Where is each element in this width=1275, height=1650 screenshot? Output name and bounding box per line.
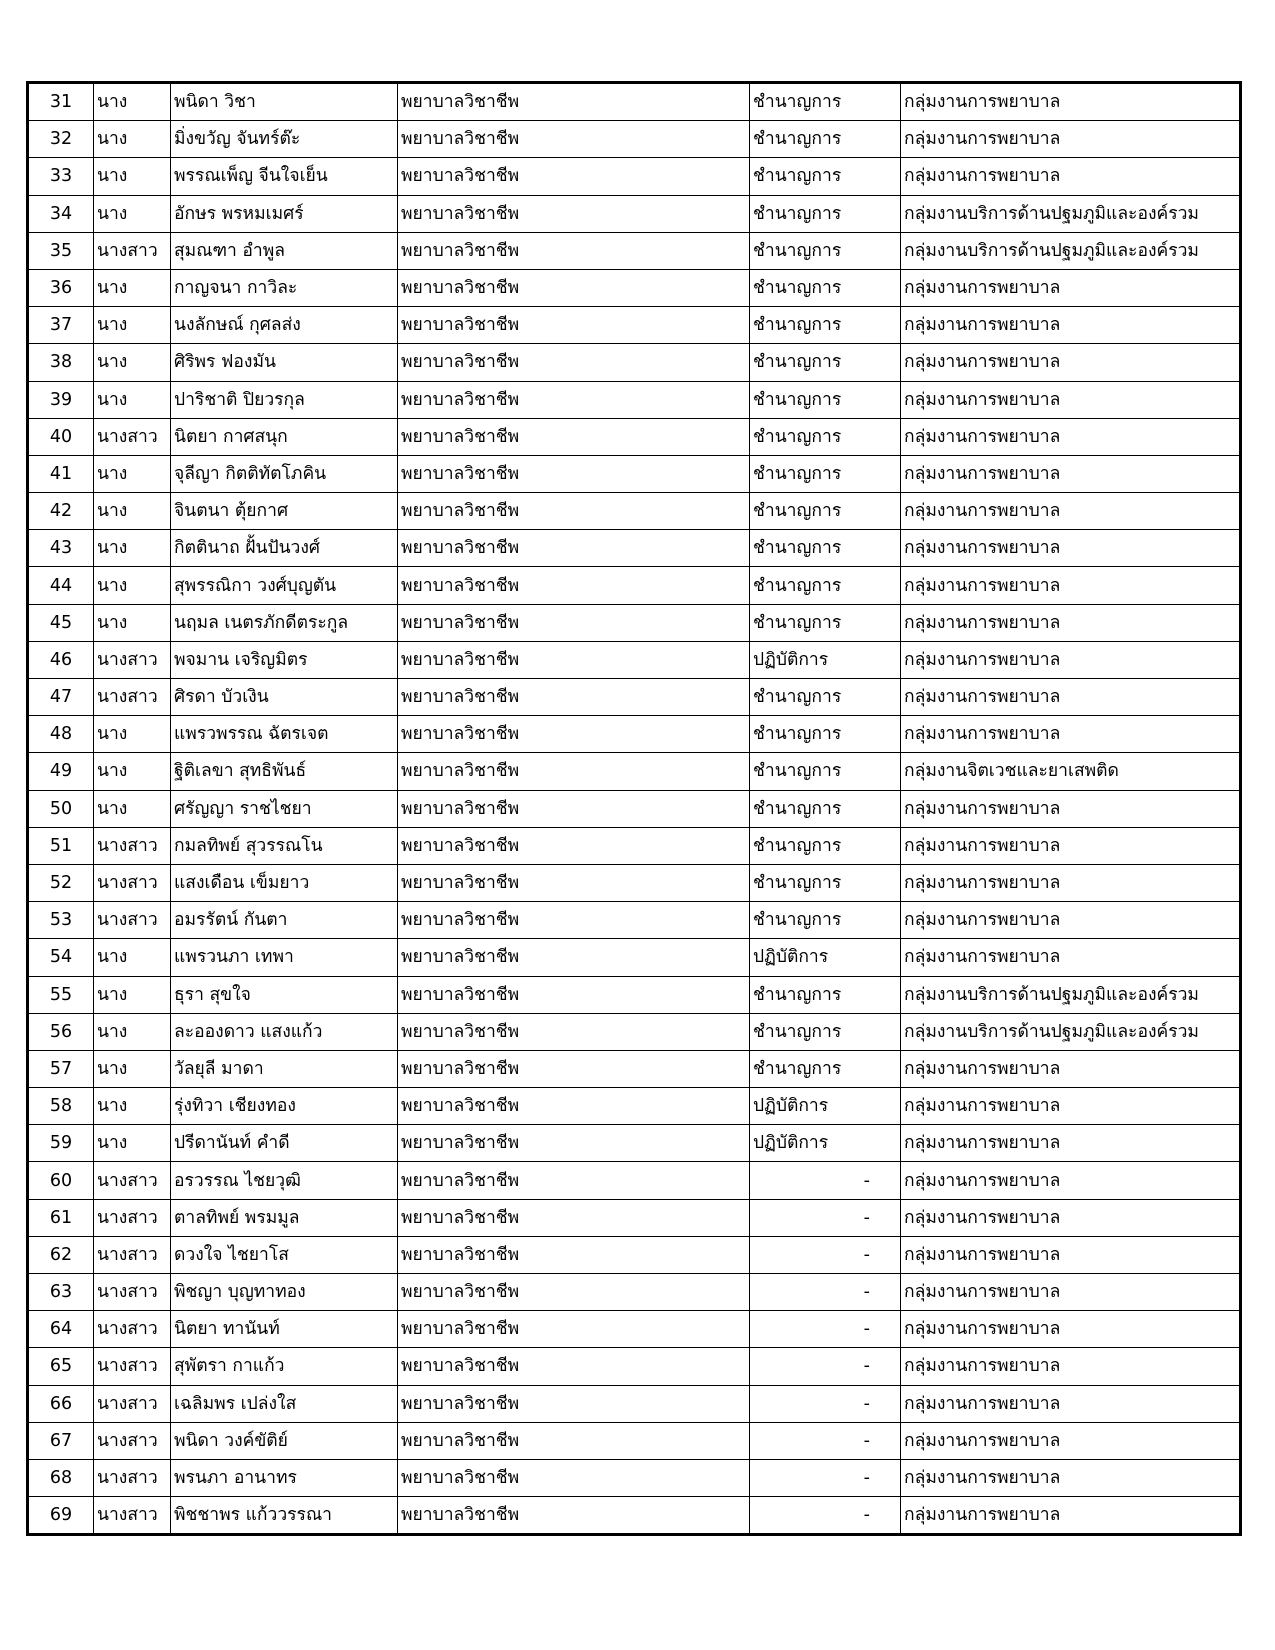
row-number-cell: 60	[28, 1162, 94, 1199]
title-prefix-cell: นางสาว	[94, 232, 171, 269]
position-title-cell: พยาบาลวิชาชีพ	[398, 381, 750, 418]
row-number-cell: 36	[28, 269, 94, 306]
department-name-cell: กลุ่มงานการพยาบาล	[901, 530, 1241, 567]
staff-name-cell: ปาริชาติ ปิยวรกุล	[171, 381, 398, 418]
position-grade-cell: ชำนาญการ	[750, 83, 901, 121]
staff-name-cell: สุมณฑา อำพูล	[171, 232, 398, 269]
table-row	[28, 232, 1241, 269]
department-name-cell: กลุ่มงานบริการด้านปฐมภูมิและองค์รวม	[901, 1013, 1241, 1050]
staff-name-cell: กมลทิพย์ สุวรรณโน	[171, 827, 398, 864]
table-row	[28, 1311, 1241, 1348]
title-prefix-cell: นางสาว	[94, 1348, 171, 1385]
position-grade-cell: -	[750, 1236, 901, 1273]
title-prefix-cell: นาง	[94, 976, 171, 1013]
position-title-cell: พยาบาลวิชาชีพ	[398, 1274, 750, 1311]
staff-name-cell: สุพรรณิกา วงศ์บุญตัน	[171, 567, 398, 604]
table-row	[28, 381, 1241, 418]
title-prefix-cell: นางสาว	[94, 418, 171, 455]
table-row	[28, 1199, 1241, 1236]
table-row	[28, 976, 1241, 1013]
staff-name-cell: ศรัญญา ราชไชยา	[171, 790, 398, 827]
title-prefix-cell: นาง	[94, 381, 171, 418]
department-name-cell: กลุ่มงานการพยาบาล	[901, 864, 1241, 901]
table-row	[28, 641, 1241, 678]
position-grade-cell: ชำนาญการ	[750, 307, 901, 344]
position-grade-cell: ชำนาญการ	[750, 455, 901, 492]
position-grade-cell: ชำนาญการ	[750, 864, 901, 901]
staff-list-page	[26, 81, 1239, 1536]
position-title-cell: พยาบาลวิชาชีพ	[398, 1348, 750, 1385]
title-prefix-cell: นางสาว	[94, 1162, 171, 1199]
row-number-cell: 56	[28, 1013, 94, 1050]
position-grade-cell: -	[750, 1311, 901, 1348]
position-title-cell: พยาบาลวิชาชีพ	[398, 307, 750, 344]
department-name-cell: กลุ่มงานการพยาบาล	[901, 827, 1241, 864]
department-name-cell: กลุ่มงานการพยาบาล	[901, 1125, 1241, 1162]
position-title-cell: พยาบาลวิชาชีพ	[398, 1385, 750, 1422]
title-prefix-cell: นางสาว	[94, 641, 171, 678]
position-grade-cell: ชำนาญการ	[750, 381, 901, 418]
department-name-cell: กลุ่มงานการพยาบาล	[901, 1311, 1241, 1348]
position-title-cell: พยาบาลวิชาชีพ	[398, 679, 750, 716]
department-name-cell: กลุ่มงานบริการด้านปฐมภูมิและองค์รวม	[901, 232, 1241, 269]
department-name-cell: กลุ่มงานการพยาบาล	[901, 1348, 1241, 1385]
table-row	[28, 679, 1241, 716]
title-prefix-cell: นางสาว	[94, 1385, 171, 1422]
staff-name-cell: ฐิติเลขา สุทธิพันธ์	[171, 753, 398, 790]
table-row	[28, 158, 1241, 195]
title-prefix-cell: นาง	[94, 344, 171, 381]
department-name-cell: กลุ่มงานการพยาบาล	[901, 307, 1241, 344]
row-number-cell: 39	[28, 381, 94, 418]
position-title-cell: พยาบาลวิชาชีพ	[398, 790, 750, 827]
row-number-cell: 63	[28, 1274, 94, 1311]
department-name-cell: กลุ่มงานการพยาบาล	[901, 716, 1241, 753]
table-row	[28, 1013, 1241, 1050]
table-row	[28, 902, 1241, 939]
title-prefix-cell: นางสาว	[94, 1236, 171, 1273]
position-title-cell: พยาบาลวิชาชีพ	[398, 1162, 750, 1199]
row-number-cell: 49	[28, 753, 94, 790]
staff-name-cell: จุลีญา กิตติทัตโภคิน	[171, 455, 398, 492]
department-name-cell: กลุ่มงานการพยาบาล	[901, 418, 1241, 455]
row-number-cell: 44	[28, 567, 94, 604]
department-name-cell: กลุ่มงานจิตเวชและยาเสพติด	[901, 753, 1241, 790]
position-title-cell: พยาบาลวิชาชีพ	[398, 902, 750, 939]
table-row	[28, 939, 1241, 976]
department-name-cell: กลุ่มงานการพยาบาล	[901, 1459, 1241, 1496]
staff-name-cell: อักษร พรหมเมศร์	[171, 195, 398, 232]
position-title-cell: พยาบาลวิชาชีพ	[398, 83, 750, 121]
staff-name-cell: แพรวนภา เทพา	[171, 939, 398, 976]
department-name-cell: กลุ่มงานการพยาบาล	[901, 790, 1241, 827]
table-row	[28, 864, 1241, 901]
position-title-cell: พยาบาลวิชาชีพ	[398, 604, 750, 641]
position-title-cell: พยาบาลวิชาชีพ	[398, 1422, 750, 1459]
department-name-cell: กลุ่มงานการพยาบาล	[901, 121, 1241, 158]
row-number-cell: 52	[28, 864, 94, 901]
title-prefix-cell: นาง	[94, 493, 171, 530]
department-name-cell: กลุ่มงานบริการด้านปฐมภูมิและองค์รวม	[901, 976, 1241, 1013]
table-row	[28, 1236, 1241, 1273]
row-number-cell: 64	[28, 1311, 94, 1348]
table-row	[28, 1385, 1241, 1422]
position-grade-cell: -	[750, 1459, 901, 1496]
position-title-cell: พยาบาลวิชาชีพ	[398, 1459, 750, 1496]
position-title-cell: พยาบาลวิชาชีพ	[398, 269, 750, 306]
position-grade-cell: ชำนาญการ	[750, 604, 901, 641]
title-prefix-cell: นาง	[94, 269, 171, 306]
position-grade-cell: ชำนาญการ	[750, 976, 901, 1013]
position-grade-cell: ปฏิบัติการ	[750, 1125, 901, 1162]
staff-name-cell: ธุรา สุขใจ	[171, 976, 398, 1013]
position-grade-cell: ชำนาญการ	[750, 827, 901, 864]
table-row	[28, 121, 1241, 158]
title-prefix-cell: นาง	[94, 1013, 171, 1050]
staff-name-cell: นฤมล เนตรภักดีตระกูล	[171, 604, 398, 641]
title-prefix-cell: นางสาว	[94, 1274, 171, 1311]
staff-name-cell: แสงเดือน เข็มยาว	[171, 864, 398, 901]
position-grade-cell: -	[750, 1385, 901, 1422]
position-title-cell: พยาบาลวิชาชีพ	[398, 976, 750, 1013]
staff-name-cell: เฉลิมพร เปล่งใส	[171, 1385, 398, 1422]
row-number-cell: 38	[28, 344, 94, 381]
staff-name-cell: พรนภา อานาทร	[171, 1459, 398, 1496]
row-number-cell: 41	[28, 455, 94, 492]
staff-name-cell: แพรวพรรณ ฉัตรเจต	[171, 716, 398, 753]
position-grade-cell: ชำนาญการ	[750, 121, 901, 158]
staff-name-cell: พิชชาพร แก้ววรรณา	[171, 1497, 398, 1535]
row-number-cell: 37	[28, 307, 94, 344]
row-number-cell: 31	[28, 83, 94, 121]
row-number-cell: 47	[28, 679, 94, 716]
position-grade-cell: ชำนาญการ	[750, 195, 901, 232]
table-row	[28, 83, 1241, 121]
staff-name-cell: นงลักษณ์ กุศลส่ง	[171, 307, 398, 344]
row-number-cell: 40	[28, 418, 94, 455]
position-title-cell: พยาบาลวิชาชีพ	[398, 1088, 750, 1125]
department-name-cell: กลุ่มงานการพยาบาล	[901, 344, 1241, 381]
title-prefix-cell: นาง	[94, 1050, 171, 1087]
department-name-cell: กลุ่มงานการพยาบาล	[901, 83, 1241, 121]
staff-name-cell: พิชญา บุญทาทอง	[171, 1274, 398, 1311]
position-title-cell: พยาบาลวิชาชีพ	[398, 567, 750, 604]
title-prefix-cell: นางสาว	[94, 827, 171, 864]
table-row	[28, 1459, 1241, 1496]
position-grade-cell: ชำนาญการ	[750, 269, 901, 306]
department-name-cell: กลุ่มงานการพยาบาล	[901, 158, 1241, 195]
table-row	[28, 418, 1241, 455]
position-title-cell: พยาบาลวิชาชีพ	[398, 530, 750, 567]
row-number-cell: 69	[28, 1497, 94, 1535]
position-grade-cell: -	[750, 1274, 901, 1311]
department-name-cell: กลุ่มงานการพยาบาล	[901, 1199, 1241, 1236]
title-prefix-cell: นางสาว	[94, 1459, 171, 1496]
row-number-cell: 34	[28, 195, 94, 232]
row-number-cell: 50	[28, 790, 94, 827]
table-row	[28, 604, 1241, 641]
position-grade-cell: ชำนาญการ	[750, 344, 901, 381]
staff-name-cell: พรรณเพ็ญ จีนใจเย็น	[171, 158, 398, 195]
title-prefix-cell: นาง	[94, 939, 171, 976]
position-grade-cell: ชำนาญการ	[750, 902, 901, 939]
staff-name-cell: ดวงใจ ไชยาโส	[171, 1236, 398, 1273]
staff-name-cell: พนิดา วิชา	[171, 83, 398, 121]
row-number-cell: 43	[28, 530, 94, 567]
position-grade-cell: -	[750, 1497, 901, 1535]
position-grade-cell: ชำนาญการ	[750, 232, 901, 269]
table-row	[28, 567, 1241, 604]
title-prefix-cell: นาง	[94, 753, 171, 790]
row-number-cell: 51	[28, 827, 94, 864]
row-number-cell: 66	[28, 1385, 94, 1422]
staff-name-cell: วัลยุลี มาดา	[171, 1050, 398, 1087]
row-number-cell: 46	[28, 641, 94, 678]
position-title-cell: พยาบาลวิชาชีพ	[398, 1497, 750, 1535]
position-title-cell: พยาบาลวิชาชีพ	[398, 1013, 750, 1050]
table-row	[28, 716, 1241, 753]
table-row	[28, 1497, 1241, 1535]
department-name-cell: กลุ่มงานการพยาบาล	[901, 1274, 1241, 1311]
title-prefix-cell: นาง	[94, 1125, 171, 1162]
row-number-cell: 57	[28, 1050, 94, 1087]
department-name-cell: กลุ่มงานการพยาบาล	[901, 902, 1241, 939]
position-title-cell: พยาบาลวิชาชีพ	[398, 864, 750, 901]
position-grade-cell: ชำนาญการ	[750, 716, 901, 753]
position-title-cell: พยาบาลวิชาชีพ	[398, 1199, 750, 1236]
position-title-cell: พยาบาลวิชาชีพ	[398, 1311, 750, 1348]
position-title-cell: พยาบาลวิชาชีพ	[398, 939, 750, 976]
staff-name-cell: ละอองดาว แสงแก้ว	[171, 1013, 398, 1050]
position-grade-cell: ชำนาญการ	[750, 679, 901, 716]
table-row	[28, 1050, 1241, 1087]
position-grade-cell: ชำนาญการ	[750, 790, 901, 827]
position-grade-cell: ชำนาญการ	[750, 567, 901, 604]
department-name-cell: กลุ่มงานการพยาบาล	[901, 1422, 1241, 1459]
title-prefix-cell: นาง	[94, 83, 171, 121]
title-prefix-cell: นางสาว	[94, 1199, 171, 1236]
table-row	[28, 827, 1241, 864]
staff-name-cell: ศิรดา บัวเงิน	[171, 679, 398, 716]
position-grade-cell: ชำนาญการ	[750, 418, 901, 455]
department-name-cell: กลุ่มงานการพยาบาล	[901, 1385, 1241, 1422]
table-row	[28, 1162, 1241, 1199]
title-prefix-cell: นาง	[94, 790, 171, 827]
position-title-cell: พยาบาลวิชาชีพ	[398, 1236, 750, 1273]
department-name-cell: กลุ่มงานการพยาบาล	[901, 1236, 1241, 1273]
title-prefix-cell: นางสาว	[94, 679, 171, 716]
department-name-cell: กลุ่มงานการพยาบาล	[901, 455, 1241, 492]
row-number-cell: 62	[28, 1236, 94, 1273]
row-number-cell: 65	[28, 1348, 94, 1385]
row-number-cell: 68	[28, 1459, 94, 1496]
position-grade-cell: ปฏิบัติการ	[750, 1088, 901, 1125]
position-title-cell: พยาบาลวิชาชีพ	[398, 121, 750, 158]
position-grade-cell: ชำนาญการ	[750, 1013, 901, 1050]
table-row	[28, 530, 1241, 567]
position-title-cell: พยาบาลวิชาชีพ	[398, 641, 750, 678]
department-name-cell: กลุ่มงานการพยาบาล	[901, 679, 1241, 716]
department-name-cell: กลุ่มงานการพยาบาล	[901, 1088, 1241, 1125]
row-number-cell: 33	[28, 158, 94, 195]
position-title-cell: พยาบาลวิชาชีพ	[398, 344, 750, 381]
position-grade-cell: -	[750, 1348, 901, 1385]
department-name-cell: กลุ่มงานการพยาบาล	[901, 1497, 1241, 1535]
table-row	[28, 1274, 1241, 1311]
table-row	[28, 493, 1241, 530]
staff-name-cell: ตาลทิพย์ พรมมูล	[171, 1199, 398, 1236]
department-name-cell: กลุ่มงานการพยาบาล	[901, 269, 1241, 306]
row-number-cell: 55	[28, 976, 94, 1013]
department-name-cell: กลุ่มงานการพยาบาล	[901, 1162, 1241, 1199]
staff-name-cell: กาญจนา กาวิละ	[171, 269, 398, 306]
title-prefix-cell: นางสาว	[94, 864, 171, 901]
staff-name-cell: ปรีดานันท์ คำดี	[171, 1125, 398, 1162]
title-prefix-cell: นาง	[94, 567, 171, 604]
table-row	[28, 307, 1241, 344]
title-prefix-cell: นาง	[94, 121, 171, 158]
position-title-cell: พยาบาลวิชาชีพ	[398, 158, 750, 195]
position-title-cell: พยาบาลวิชาชีพ	[398, 455, 750, 492]
position-grade-cell: ชำนาญการ	[750, 158, 901, 195]
position-title-cell: พยาบาลวิชาชีพ	[398, 195, 750, 232]
staff-name-cell: กิตตินาถ ฝั้นปันวงศ์	[171, 530, 398, 567]
department-name-cell: กลุ่มงานการพยาบาล	[901, 1050, 1241, 1087]
department-name-cell: กลุ่มงานการพยาบาล	[901, 641, 1241, 678]
table-row	[28, 1422, 1241, 1459]
row-number-cell: 35	[28, 232, 94, 269]
table-row	[28, 790, 1241, 827]
staff-table	[26, 81, 1242, 1536]
staff-name-cell: รุ่งทิวา เชียงทอง	[171, 1088, 398, 1125]
table-row	[28, 1088, 1241, 1125]
row-number-cell: 32	[28, 121, 94, 158]
staff-name-cell: พจมาน เจริญมิตร	[171, 641, 398, 678]
row-number-cell: 58	[28, 1088, 94, 1125]
position-title-cell: พยาบาลวิชาชีพ	[398, 232, 750, 269]
table-row	[28, 753, 1241, 790]
staff-name-cell: อมรรัตน์ กันตา	[171, 902, 398, 939]
title-prefix-cell: นางสาว	[94, 1422, 171, 1459]
staff-name-cell: จินตนา ตุ้ยกาศ	[171, 493, 398, 530]
position-grade-cell: ชำนาญการ	[750, 530, 901, 567]
position-title-cell: พยาบาลวิชาชีพ	[398, 827, 750, 864]
position-title-cell: พยาบาลวิชาชีพ	[398, 1125, 750, 1162]
title-prefix-cell: นาง	[94, 1088, 171, 1125]
title-prefix-cell: นางสาว	[94, 1497, 171, 1535]
department-name-cell: กลุ่มงานบริการด้านปฐมภูมิและองค์รวม	[901, 195, 1241, 232]
position-grade-cell: ชำนาญการ	[750, 1050, 901, 1087]
row-number-cell: 59	[28, 1125, 94, 1162]
title-prefix-cell: นาง	[94, 604, 171, 641]
position-title-cell: พยาบาลวิชาชีพ	[398, 418, 750, 455]
position-title-cell: พยาบาลวิชาชีพ	[398, 493, 750, 530]
department-name-cell: กลุ่มงานการพยาบาล	[901, 493, 1241, 530]
row-number-cell: 42	[28, 493, 94, 530]
position-title-cell: พยาบาลวิชาชีพ	[398, 1050, 750, 1087]
table-row	[28, 455, 1241, 492]
row-number-cell: 67	[28, 1422, 94, 1459]
title-prefix-cell: นาง	[94, 195, 171, 232]
position-grade-cell: -	[750, 1162, 901, 1199]
staff-name-cell: นิตยา ทานันท์	[171, 1311, 398, 1348]
department-name-cell: กลุ่มงานการพยาบาล	[901, 939, 1241, 976]
title-prefix-cell: นาง	[94, 530, 171, 567]
title-prefix-cell: นาง	[94, 716, 171, 753]
position-grade-cell: ปฏิบัติการ	[750, 641, 901, 678]
staff-table-body	[28, 83, 1241, 1535]
title-prefix-cell: นางสาว	[94, 902, 171, 939]
title-prefix-cell: นางสาว	[94, 1311, 171, 1348]
department-name-cell: กลุ่มงานการพยาบาล	[901, 567, 1241, 604]
staff-name-cell: พนิดา วงค์ขัติย์	[171, 1422, 398, 1459]
position-grade-cell: -	[750, 1422, 901, 1459]
row-number-cell: 48	[28, 716, 94, 753]
row-number-cell: 54	[28, 939, 94, 976]
staff-name-cell: สุพัตรา กาแก้ว	[171, 1348, 398, 1385]
row-number-cell: 53	[28, 902, 94, 939]
table-row	[28, 195, 1241, 232]
table-row	[28, 1348, 1241, 1385]
table-row	[28, 1125, 1241, 1162]
title-prefix-cell: นาง	[94, 158, 171, 195]
staff-name-cell: มิ่งขวัญ จันทร์ต๊ะ	[171, 121, 398, 158]
department-name-cell: กลุ่มงานการพยาบาล	[901, 381, 1241, 418]
title-prefix-cell: นาง	[94, 455, 171, 492]
position-grade-cell: ปฏิบัติการ	[750, 939, 901, 976]
staff-name-cell: อรวรรณ ไชยวุฒิ	[171, 1162, 398, 1199]
position-grade-cell: ชำนาญการ	[750, 493, 901, 530]
title-prefix-cell: นาง	[94, 307, 171, 344]
position-grade-cell: -	[750, 1199, 901, 1236]
position-title-cell: พยาบาลวิชาชีพ	[398, 716, 750, 753]
table-row	[28, 269, 1241, 306]
row-number-cell: 61	[28, 1199, 94, 1236]
department-name-cell: กลุ่มงานการพยาบาล	[901, 604, 1241, 641]
position-grade-cell: ชำนาญการ	[750, 753, 901, 790]
position-title-cell: พยาบาลวิชาชีพ	[398, 753, 750, 790]
row-number-cell: 45	[28, 604, 94, 641]
table-row	[28, 344, 1241, 381]
staff-name-cell: นิตยา กาศสนุก	[171, 418, 398, 455]
staff-name-cell: ศิริพร ฟองมัน	[171, 344, 398, 381]
